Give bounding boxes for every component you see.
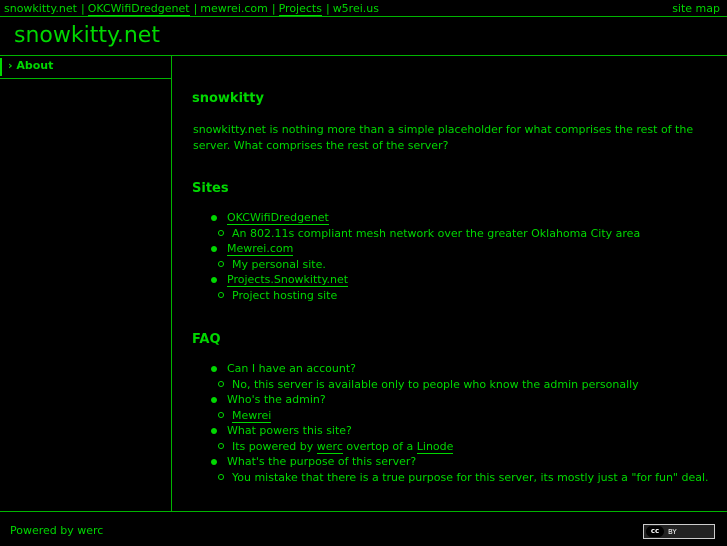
cc-icon: cc: [646, 526, 664, 537]
faq-answer: [193, 408, 709, 424]
powered-by: [10, 524, 103, 537]
bullet-icon: [211, 459, 217, 465]
top-links: [4, 2, 379, 15]
list-item: [193, 210, 640, 226]
separator: |: [271, 2, 276, 15]
separator: |: [325, 2, 330, 15]
list-item: [193, 226, 640, 242]
sidebar: [0, 56, 172, 511]
active-indicator: [0, 58, 2, 76]
separator: |: [80, 2, 85, 15]
separator: |: [193, 2, 198, 15]
bullet-icon: [211, 246, 217, 252]
sites-list: [193, 210, 640, 303]
linode-link[interactable]: Linode: [416, 439, 454, 453]
site-link-okcwifidredgenet[interactable]: OKCWifiDredgenet: [227, 211, 329, 224]
list-item: [193, 241, 640, 257]
sidebar-item-about[interactable]: [0, 56, 171, 79]
circle-bullet-icon: [218, 230, 224, 236]
list-item: [193, 288, 640, 304]
faq-question: [193, 361, 709, 377]
page-title: snowkitty: [192, 91, 264, 106]
question-text: Who's the admin?: [227, 393, 326, 406]
faq-question: [193, 392, 709, 408]
faq-heading: FAQ: [192, 332, 221, 347]
site-description: My personal site.: [232, 257, 326, 271]
footer: [0, 511, 727, 546]
top-link-snowkitty[interactable]: snowkitty.net: [4, 2, 77, 15]
werc-link[interactable]: werc: [316, 439, 343, 453]
bullet-icon: [211, 215, 217, 221]
site-description: An 802.11s compliant mesh network over the greater Oklahoma City area: [232, 226, 641, 240]
faq-list: [193, 361, 709, 485]
circle-bullet-icon: [218, 261, 224, 267]
bullet-icon: [211, 366, 217, 372]
list-item: [193, 272, 640, 288]
werc-footer-link[interactable]: werc: [77, 524, 104, 537]
faq-question: [193, 423, 709, 439]
circle-bullet-icon: [218, 474, 224, 480]
circle-bullet-icon: [218, 381, 224, 387]
faq-answer: [193, 470, 709, 486]
circle-bullet-icon: [218, 443, 224, 449]
top-link-mewrei[interactable]: mewrei.com: [200, 2, 268, 15]
answer-text: overtop of a: [342, 439, 417, 453]
cc-license-badge[interactable]: [643, 524, 715, 539]
list-item: [193, 257, 640, 273]
admin-link[interactable]: Mewrei: [232, 408, 272, 422]
site-description: Project hosting site: [232, 288, 338, 302]
top-bar: [0, 0, 727, 17]
by-label: BY: [668, 527, 677, 536]
faq-question: [193, 454, 709, 470]
sites-heading: Sites: [192, 181, 229, 196]
faq-answer: [193, 439, 709, 455]
question-text: Can I have an account?: [227, 362, 356, 375]
faq-answer: [193, 377, 709, 393]
circle-bullet-icon: [218, 292, 224, 298]
bullet-icon: [211, 397, 217, 403]
answer-text: No, this server is available only to people who know the admin personally: [232, 377, 639, 391]
site-title[interactable]: snowkitty.net: [14, 23, 160, 48]
top-link-okcwifidredgenet[interactable]: OKCWifiDredgenet: [87, 2, 190, 15]
sidebar-item-label: › About: [8, 59, 54, 72]
bullet-icon: [211, 428, 217, 434]
top-link-w5rei[interactable]: w5rei.us: [332, 2, 379, 15]
circle-bullet-icon: [218, 412, 224, 418]
site-link-projects[interactable]: Projects.Snowkitty.net: [227, 273, 349, 286]
question-text: What powers this site?: [227, 424, 352, 437]
header: [0, 17, 727, 56]
site-map-link[interactable]: site map: [672, 2, 720, 15]
bullet-icon: [211, 277, 217, 283]
site-link-mewrei[interactable]: Mewrei.com: [227, 242, 294, 255]
main-content: [172, 56, 727, 511]
powered-by-label: Powered by: [10, 524, 78, 537]
answer-text: Its powered by: [232, 439, 317, 453]
answer-text: You mistake that there is a true purpose for this server, its mostly just a "for fun" deal.: [232, 470, 709, 484]
intro-text: snowkitty.net is nothing more than a simple placeholder for what comprises the rest of the server. What comprises the rest of the server?: [193, 123, 694, 152]
top-link-projects[interactable]: Projects: [278, 2, 322, 15]
question-text: What's the purpose of this server?: [227, 455, 417, 468]
